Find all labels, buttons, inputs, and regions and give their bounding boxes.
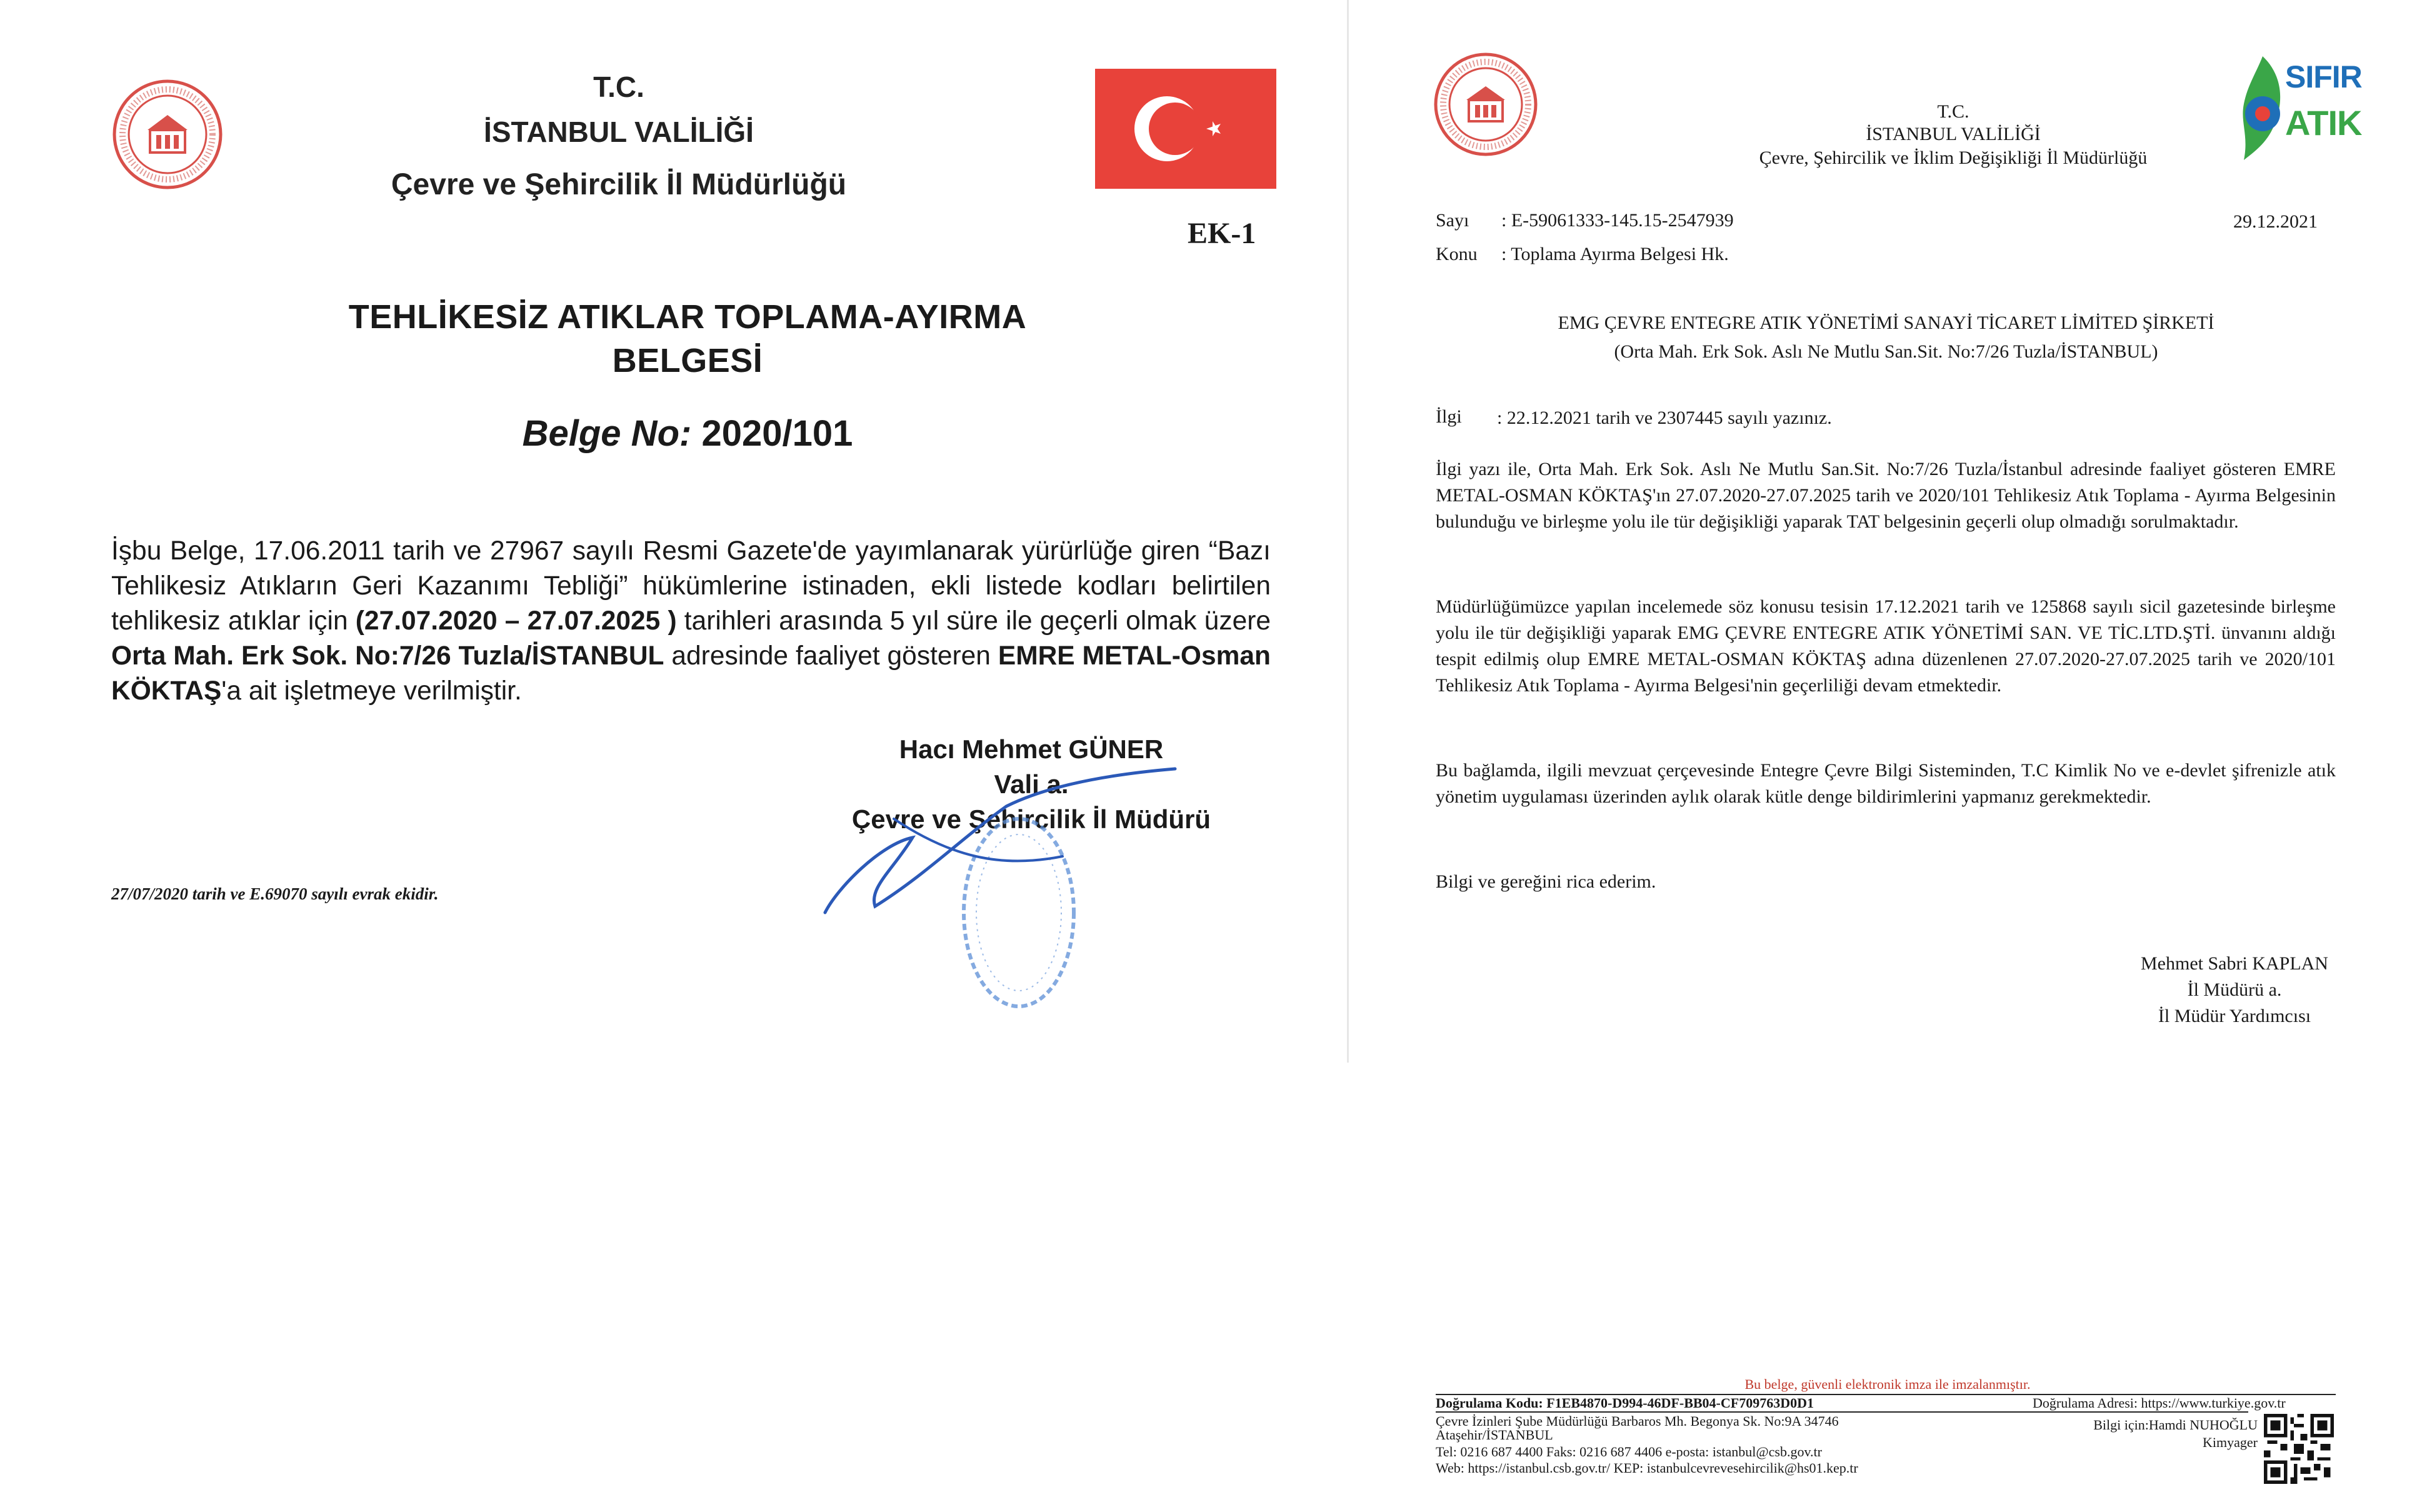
left-header-line3: Çevre ve Şehircilik İl Müdürlüğü — [391, 168, 847, 201]
certificate-body — [111, 534, 1271, 709]
letter-paragraph-2: Müdürlüğümüzce yapılan incelemede söz konusu tesisin 17.12.2021 tarih ve 125868 sayılı sicil gazetesinde birleşme yolu ile tür değişikliği yaparak EMG ÇEVRE ENTEGRE ATIK YÖNETİMİ SAN. VE TİC.LTD.ŞTİ. ünvanını aldığı tespit edilmiş olup EMRE METAL-OSMAN KÖKTAŞ adına düzenlenen 27.07.2020-27.07.2025 tarih ve 2020/101 Tehlikesiz Atık Toplama - Ayırma Belgesi'nin geçerliliği devam etmektedir. — [1436, 596, 2336, 696]
validity-dates: (27.07.2020 – 27.07.2025 ) — [355, 606, 677, 636]
annex-label: EK-1 — [1188, 217, 1256, 250]
info-title: Kimyager — [2203, 1434, 2258, 1450]
ilgi-value: : 22.12.2021 tarih ve 2307445 sayılı yazınız. — [1497, 408, 1832, 428]
konu-value: : Toplama Ayırma Belgesi Hk. — [1501, 244, 1729, 264]
document-date: 29.12.2021 — [2233, 211, 2318, 232]
info-contact: Bilgi için:Hamdi NUHOĞLU — [2093, 1417, 2258, 1433]
ministry-seal-icon-right — [1433, 49, 1539, 160]
facility-address: Orta Mah. Erk Sok. No:7/26 Tuzla/İSTANBUL — [111, 641, 664, 671]
logo-text-top: SIFIR — [2285, 59, 2362, 94]
right-signatory-role1: İl Müdürü a. — [2187, 979, 2282, 1000]
document-footnote: 27/07/2020 tarih ve E.69070 sayılı evrak ekidir. — [111, 884, 439, 903]
certificate-title-line1: TEHLİKESİZ ATIKLAR TOPLAMA-AYIRMA — [348, 298, 1027, 336]
sayi-label: Sayı — [1436, 210, 1469, 231]
body-text-2: tarihleri arasında 5 yıl süre ile geçerli olmak üzere — [676, 606, 1271, 636]
left-header-line2: İSTANBUL VALİLİĞİ — [484, 116, 754, 148]
right-header-line3: Çevre, Şehircilik ve İklim Değişikliği İl Müdürlüğü — [1759, 148, 2148, 168]
left-header-line1: T.C. — [593, 71, 644, 103]
right-header-line2: İSTANBUL VALİLİĞİ — [1866, 124, 2041, 144]
signatory-role1: Vali a. — [994, 769, 1069, 799]
body-text-3: adresinde faaliyet gösteren — [664, 641, 998, 671]
footer-contact: Tel: 0216 687 4400 Faks: 0216 687 4406 e-posta: istanbul@csb.gov.tr — [1436, 1444, 1822, 1459]
company-name: EMRE METAL-Osman KÖKTAŞ — [111, 641, 1271, 706]
verification-code: Doğrulama Kodu: F1EB4870-D994-46DF-BB04-CF709763D0D1 — [1436, 1395, 1814, 1411]
certificate-title-line2: BELGESİ — [612, 342, 763, 379]
recipient-name: EMG ÇEVRE ENTEGRE ATIK YÖNETİMİ SANAYİ TİCARET LİMİTED ŞİRKETİ — [1558, 313, 2214, 333]
esign-note: Bu belge, güvenli elektronik imza ile imzalanmıştır. — [1744, 1376, 2031, 1392]
letter-paragraph-4: Bilgi ve gereğini rica ederim. — [1436, 871, 1656, 892]
qr-code-icon — [2264, 1414, 2334, 1484]
footer-rule-2 — [1436, 1411, 2248, 1413]
handwritten-signature-icon — [800, 763, 1188, 925]
logo-text-bottom: ATIK — [2285, 103, 2362, 143]
letter-paragraph-3: Bu bağlamda, ilgili mevzuat çerçevesinde Entegre Çevre Bilgi Sisteminden, T.C Kimlik No ve e-devlet şifrenizle atık yönetim uygulaması üzerinden aylık olarak kütle denge bildirimlerini yapmanız gerekmektedir. — [1436, 760, 2336, 807]
footer-web: Web: https://istanbul.csb.gov.tr/ KEP: istanbulcevrevesehircilik@hs01.kep.tr — [1436, 1460, 1858, 1476]
signatory-name: Hacı Mehmet GÜNER — [899, 734, 1164, 764]
recipient-address: (Orta Mah. Erk Sok. Aslı Ne Mutlu San.Sit. No:7/26 Tuzla/İSTANBUL) — [1614, 341, 2158, 362]
footer-address-line1: Çevre İzinleri Şube Müdürlüğü Barbaros Mh. Begonya Sk. No:9A 34746 — [1436, 1413, 1839, 1429]
document-number — [375, 413, 1000, 454]
konu-label: Konu — [1436, 244, 1478, 264]
verification-address: Doğrulama Adresi: https://www.turkiye.gov.tr — [2033, 1395, 2286, 1411]
turkish-flag-icon — [1095, 69, 1276, 189]
sayi-value: : E-59061333-145.15-2547939 — [1501, 210, 1734, 231]
signatory-role2: Çevre ve Şehircilik İl Müdürü — [851, 804, 1211, 834]
body-text-4: 'a ait işletmeye verilmiştir. — [221, 676, 522, 706]
right-header-line1: T.C. — [1937, 101, 1969, 122]
letter-paragraph-1: İlgi yazı ile, Orta Mah. Erk Sok. Aslı Ne Mutlu San.Sit. No:7/26 Tuzla/İstanbul adresinde faaliyet gösteren EMRE METAL-OSMAN KÖKTAŞ'ın 27.07.2020-27.07.2025 tarih ve 2020/101 Tehlikesiz Atık Toplama - Ayırma Belgesinin bulunduğu ve birleşme yolu ile tür değişikliği yaparak TAT belgesinin geçerli olup olmadığı sorulmaktadır. — [1436, 459, 2336, 532]
footer-address-line2: Ataşehir/İSTANBUL — [1436, 1427, 1553, 1443]
zero-waste-logo-icon — [2238, 54, 2288, 164]
right-signatory-name: Mehmet Sabri KAPLAN — [2141, 953, 2328, 974]
doc-no-label: Belge No: — [522, 413, 692, 454]
doc-no-value: 2020/101 — [701, 413, 853, 454]
right-signatory-role2: İl Müdür Yardımcısı — [2158, 1006, 2311, 1026]
ilgi-label: İlgi — [1436, 406, 1462, 427]
page-divider — [1347, 0, 1349, 1063]
body-text-1: İşbu Belge, 17.06.2011 tarih ve 27967 sayılı Resmi Gazete'de yayımlanarak yürürlüğe giren “Bazı Tehlikesiz Atıkların Geri Kazanımı Tebliği” hükümlerine istinaden, ekli listede kodları belirtilen tehlikesiz atıklar için — [111, 536, 1271, 636]
ministry-seal-icon — [111, 74, 224, 196]
zero-waste-logo — [2238, 54, 2362, 164]
